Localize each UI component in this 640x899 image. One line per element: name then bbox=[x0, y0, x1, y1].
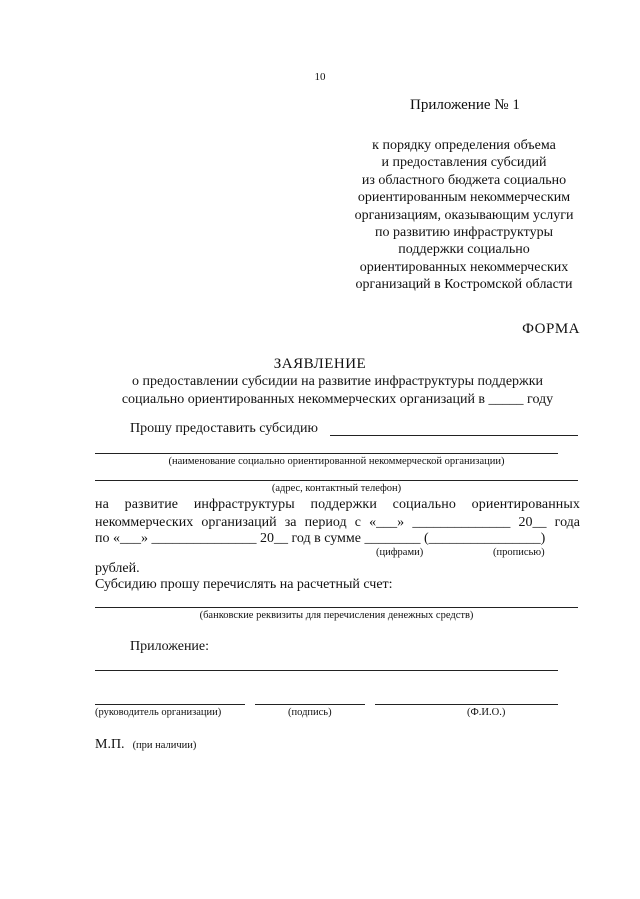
subheading-line: о предоставлении субсидии на развитие инфраструктуры поддержки bbox=[131, 374, 544, 389]
document-subheading bbox=[95, 373, 580, 409]
transfer-text: Субсидию прошу перечислять на расчетный счет: bbox=[95, 577, 393, 592]
subsidy-recipient-line[interactable] bbox=[330, 435, 578, 436]
org-name-caption: (наименование социально ориентированной некоммерческой организации) bbox=[168, 456, 505, 467]
address-line[interactable] bbox=[95, 480, 578, 481]
org-name-line[interactable] bbox=[95, 453, 558, 454]
signature-line[interactable] bbox=[255, 704, 365, 705]
amount-words-caption: (прописью) bbox=[493, 547, 545, 558]
bank-details-caption: (банковские реквизиты для перечисления денежных средств) bbox=[199, 610, 474, 621]
body-line-2: некоммерческих организаций за период с «___» ______________ 20__ года bbox=[95, 515, 580, 530]
appendix-line: и предоставления субсидий bbox=[381, 155, 547, 171]
address-caption: (адрес, контактный телефон) bbox=[271, 483, 402, 494]
appendix-line: ориентированных некоммерческих bbox=[359, 259, 569, 275]
rubles-text: рублей. bbox=[95, 561, 140, 576]
page-number: 10 bbox=[314, 71, 326, 83]
stamp-row bbox=[95, 735, 196, 753]
appendix-line: по развитию инфраструктуры bbox=[375, 225, 553, 241]
attachment-line[interactable] bbox=[95, 670, 558, 671]
appendix-title: Приложение № 1 bbox=[410, 97, 520, 113]
body-line-1: на развитие инфраструктуры поддержки социально ориентированных bbox=[95, 497, 580, 512]
appendix-line: организаций в Костромской области bbox=[355, 277, 573, 293]
head-caption: (руководитель организации) bbox=[95, 707, 222, 718]
appendix-description bbox=[348, 137, 580, 294]
appendix-line: ориентированным некоммерческим bbox=[357, 190, 571, 206]
attachment-label: Приложение: bbox=[130, 639, 210, 654]
full-name-line[interactable] bbox=[375, 704, 558, 705]
appendix-line: к порядку определения объема bbox=[372, 138, 556, 153]
signature-caption: (подпись) bbox=[288, 707, 332, 718]
amount-digits-caption: (цифрами) bbox=[376, 547, 424, 558]
appendix-line: из областного бюджета социально bbox=[361, 172, 567, 188]
head-signature-line[interactable] bbox=[95, 704, 245, 705]
stamp-note: (при наличии) bbox=[132, 740, 197, 751]
subheading-line: социально ориентированных некоммерческих организаций в _____ году bbox=[121, 392, 554, 407]
appendix-line: организациям, оказывающим услуги bbox=[354, 207, 574, 223]
appendix-line: поддержки социально bbox=[398, 242, 530, 258]
full-name-caption: (Ф.И.О.) bbox=[467, 707, 506, 718]
document-heading: ЗАЯВЛЕНИЕ bbox=[273, 356, 367, 372]
bank-details-line[interactable] bbox=[95, 607, 578, 608]
body-line-3: по «___» _______________ 20__ год в сумме ________ (________________) bbox=[95, 531, 546, 546]
form-label: ФОРМА bbox=[522, 321, 580, 337]
request-text: Прошу предоставить субсидию bbox=[130, 421, 318, 436]
stamp-label: М.П. bbox=[95, 737, 125, 752]
